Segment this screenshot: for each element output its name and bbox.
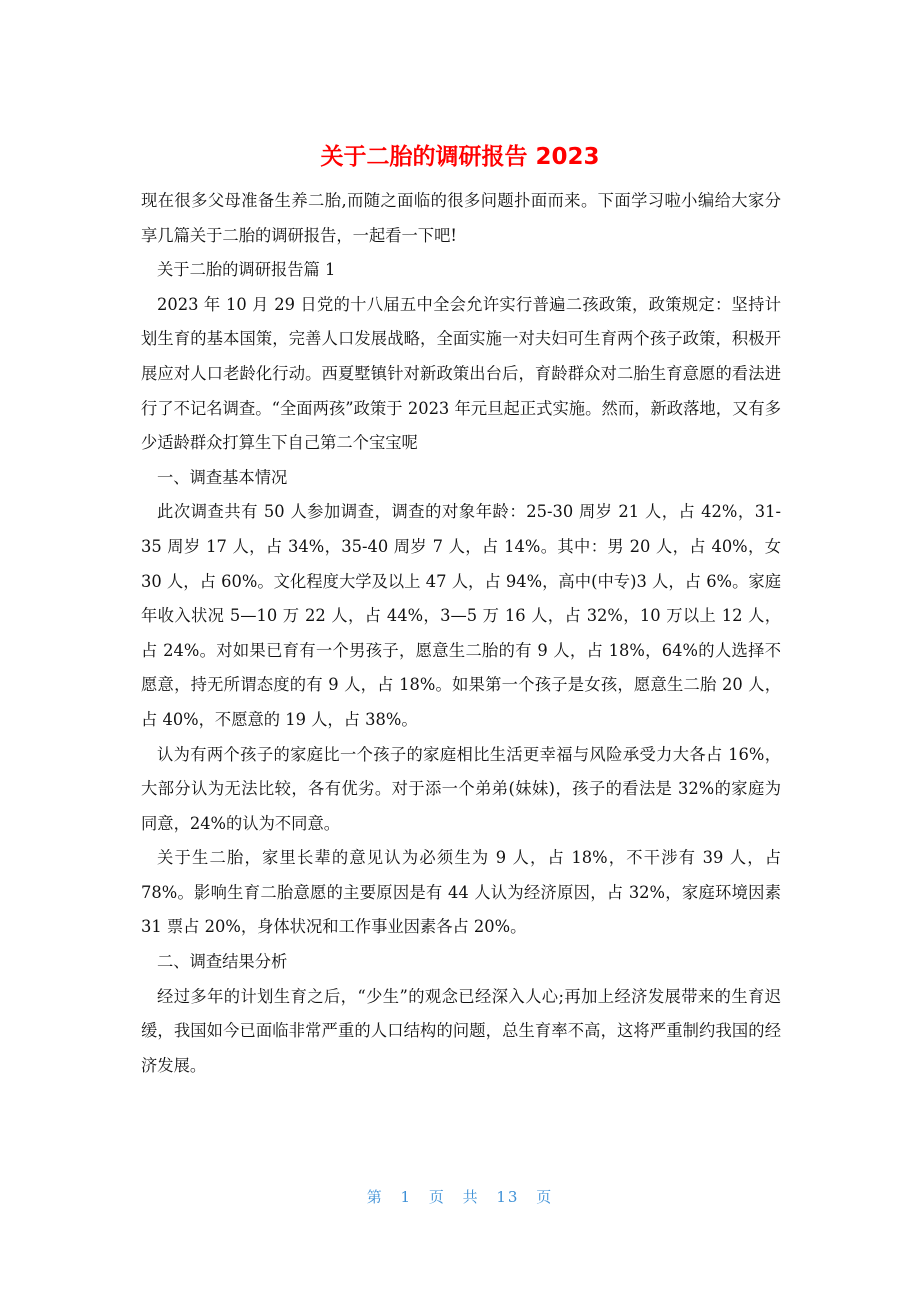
section-heading-analysis: 二、调查结果分析 — [157, 952, 288, 972]
survey-stats-paragraph: 此次调查共有 50 人参加调查，调查的对象年龄：25-30 周岁 21 人，占 42%，31-35 周岁 17 人，占 34%，35-40 周岁 7 人，占 14%。其中：男 20 人，占 40%，女 30 人，占 60%。文化程度大学及以上 47 人，占 94%，高中(中专)3 人，占 6%。家庭年收入状况 5—10 万 22 人，占 44%，3—5 万 16 人，占 32%，10 万以上 12 人，占 24%。对如果已育有一个男孩子，愿意生二胎的有 9 人，占 18%，64%的人选择不愿意，持无所谓态度的有 9 人，占 18%。如果第一个孩子是女孩，愿意生二胎 20 人，占 40%，不愿意的 19 人，占 38%。 — [141, 502, 781, 729]
section-heading-report-1: 关于二胎的调研报告篇 1 — [157, 260, 336, 280]
section-heading-basic-info: 一、调查基本情况 — [157, 467, 288, 487]
document-body — [141, 184, 781, 1083]
family-opinion-paragraph: 认为有两个孩子的家庭比一个孩子的家庭相比生活更幸福与风险承受力大各占 16%，大部分认为无法比较，各有优劣。对于添一个弟弟(妹妹)，孩子的看法是 32%的家庭为同意，24%的认为不同意。 — [141, 744, 781, 833]
analysis-paragraph: 经过多年的计划生育之后，“少生”的观念已经深入人心;再加上经济发展带来的生育迟缓，我国如今已面临非常严重的人口结构的问题，总生育率不高，这将严重制约我国的经济发展。 — [141, 986, 781, 1075]
policy-paragraph: 2023 年 10 月 29 日党的十八届五中全会允许实行普遍二孩政策，政策规定：坚持计划生育的基本国策，完善人口发展战略，全面实施一对夫妇可生育两个孩子政策，积极开展应对人口老龄化行动。西夏墅镇针对新政策出台后，育龄群众对二胎生育意愿的看法进行了不记名调查。“全面两孩”政策于 2023 年元旦起正式实施。然而，新政落地，又有多少适龄群众打算生下自己第二个宝宝呢 — [141, 294, 781, 453]
intro-paragraph: 现在很多父母准备生养二胎,而随之面临的很多问题扑面而来。下面学习啦小编给大家分享几篇关于二胎的调研报告，一起看一下吧! — [141, 191, 781, 245]
elder-opinion-paragraph: 关于生二胎，家里长辈的意见认为必须生为 9 人，占 18%，不干涉有 39 人，占 78%。影响生育二胎意愿的主要原因是有 44 人认为经济原因，占 32%，家庭环境因素 31 票占 20%，身体状况和工作事业因素各占 20%。 — [141, 848, 781, 937]
document-title: 关于二胎的调研报告 2023 — [320, 144, 600, 170]
page-footer: 第 1 页 共 13 页 — [366, 1188, 554, 1206]
